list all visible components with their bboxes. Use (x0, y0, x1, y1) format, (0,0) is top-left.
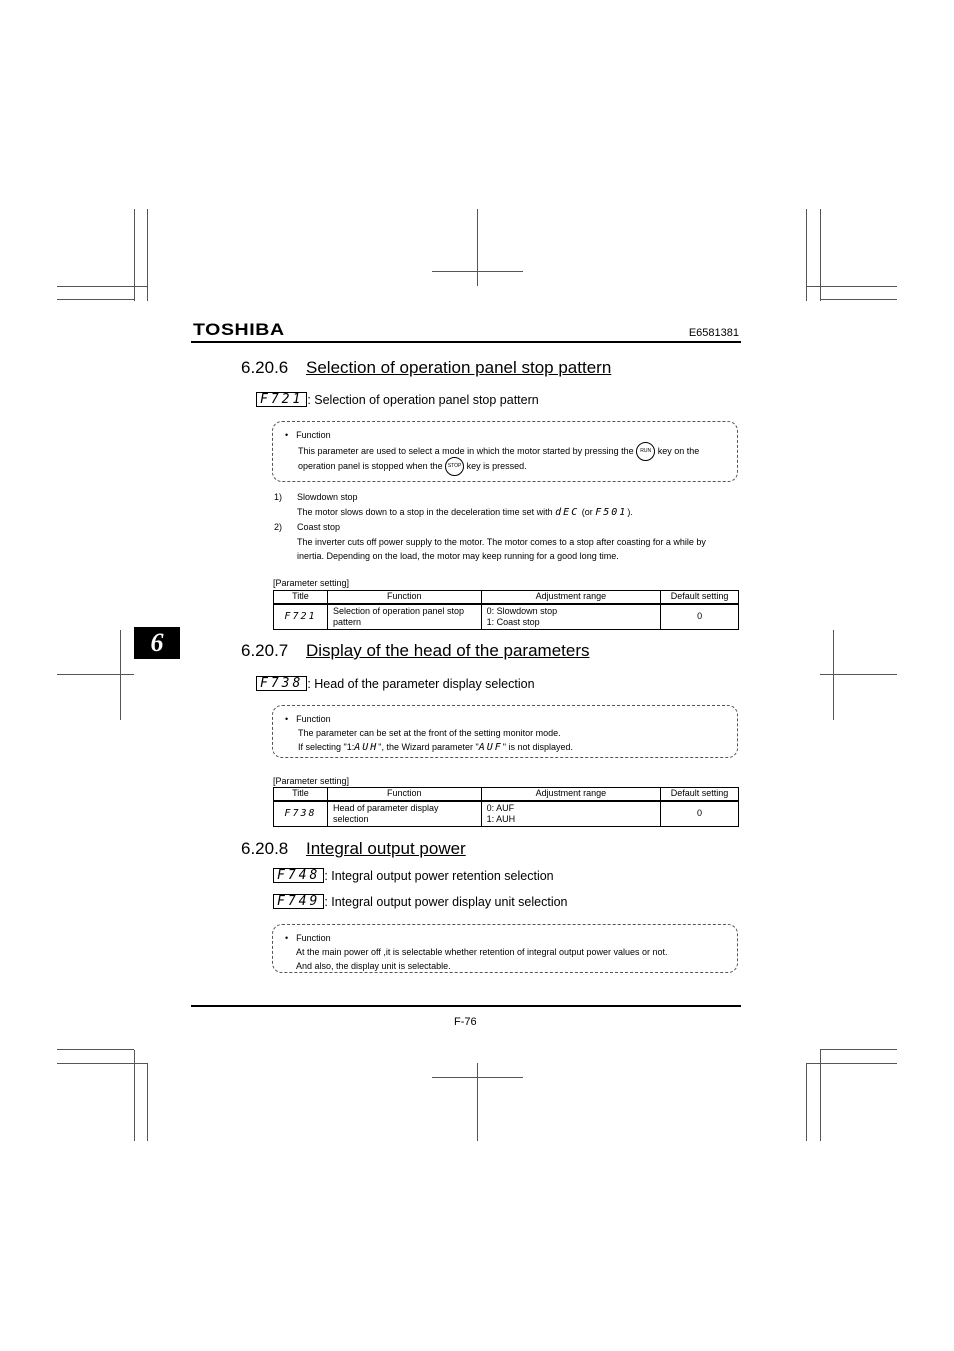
parameter-code: F748 (273, 868, 324, 883)
parameter-code: F721 (256, 392, 307, 407)
parameter-code: F501 (595, 506, 628, 518)
table-cell: 0 (661, 604, 739, 630)
parameter-line (256, 676, 535, 691)
crop-mark (820, 209, 821, 301)
parameter-setting-label: [Parameter setting] (273, 776, 350, 786)
parameter-code: F721 (284, 611, 317, 622)
list-item-text: The motor slows down to a stop in the deceleration time set with dEC (or F501). (297, 506, 633, 518)
table-cell: Selection of operation panel stop pattern (327, 604, 481, 630)
function-text: This parameter are used to select a mode in which the motor started by pressing the RUN key on the (285, 442, 727, 461)
toshiba-logo: TOSHIBA (193, 320, 285, 339)
parameter-code: F749 (273, 894, 324, 909)
function-text: The parameter can be set at the front of the setting monitor mode. (298, 728, 561, 738)
crop-mark (806, 1063, 807, 1141)
parameter-label: : Head of the parameter display selection (307, 676, 535, 691)
parameter-table (273, 590, 739, 630)
list-item-text: The inverter cuts off power supply to the motor. The motor comes to a stop after coasting for a while by (297, 536, 706, 547)
footer-rule (191, 1005, 741, 1007)
function-heading: Function (296, 430, 331, 440)
function-box: • Function This parameter are used to select a mode in which the motor started by pressing the RUN key on the operation panel is stopped when the STOP key is pressed. (272, 421, 738, 482)
column-header: Default setting (661, 591, 739, 604)
list-item: 1) Slowdown stop (274, 492, 358, 502)
table-cell: 0: AUF 1: AUH (481, 801, 661, 827)
run-key-icon: RUN (636, 442, 655, 461)
function-text: At the main power off ,it is selectable whether retention of integral output power values or not. (296, 947, 668, 957)
parameter-code: AUH (354, 742, 379, 753)
parameter-code: AUF (478, 742, 503, 753)
table-cell: 0 (661, 801, 739, 827)
parameter-label: : Integral output power display unit selection (324, 894, 568, 909)
table-cell: Head of parameter display selection (327, 801, 481, 827)
section-heading (241, 358, 611, 378)
crop-mark (57, 299, 134, 300)
crop-mark (134, 209, 135, 301)
parameter-label: : Selection of operation panel stop pattern (307, 392, 539, 407)
function-text: operation panel is stopped when the STOP key is pressed. (285, 457, 727, 476)
function-text: And also, the display unit is selectable. (296, 961, 451, 971)
crop-mark (477, 209, 478, 286)
crop-mark (477, 1063, 478, 1141)
column-header: Adjustment range (481, 591, 661, 604)
section-title: Selection of operation panel stop pattern (306, 358, 612, 377)
parameter-line (273, 894, 568, 909)
column-header: Title (274, 591, 328, 604)
crop-mark (820, 299, 897, 300)
function-heading: Function (296, 933, 331, 943)
column-header: Adjustment range (481, 788, 661, 801)
parameter-label: : Integral output power retention selection (324, 868, 554, 883)
crop-mark (57, 286, 147, 287)
table-cell: 0: Slowdown stop 1: Coast stop (481, 604, 661, 630)
parameter-code: F738 (256, 676, 307, 691)
crop-mark (820, 674, 897, 675)
section-title: Display of the head of the parameters (306, 641, 590, 660)
parameter-code: F738 (284, 808, 317, 819)
column-header: Default setting (661, 788, 739, 801)
column-header: Title (274, 788, 328, 801)
parameter-line (256, 392, 539, 407)
list-item: 2) Coast stop (274, 522, 341, 532)
crop-mark (432, 271, 523, 272)
crop-mark (833, 630, 834, 720)
section-heading (241, 839, 466, 859)
function-box: • Function At the main power off ,it is selectable whether retention of integral output power values or not. And also, the display unit is selectable. (272, 924, 738, 973)
section-number: 6.20.6 (241, 358, 289, 377)
page-number: F-76 (454, 1016, 477, 1028)
column-header: Function (327, 591, 481, 604)
section-number: 6.20.7 (241, 641, 289, 660)
table-row (274, 801, 739, 827)
crop-mark (57, 1063, 147, 1064)
function-text: If selecting "1:AUH", the Wizard parameter "AUF" is not displayed. (298, 742, 574, 753)
section-title: Integral output power (306, 839, 466, 858)
list-item-text: inertia. Depending on the load, the motor may keep running for a good long time. (297, 551, 619, 561)
function-heading: Function (296, 714, 331, 724)
crop-mark (806, 1063, 897, 1064)
crop-mark (147, 209, 148, 301)
parameter-setting-label: [Parameter setting] (273, 578, 350, 588)
header-rule (191, 341, 741, 343)
crop-mark (806, 286, 897, 287)
parameter-line (273, 868, 554, 883)
crop-mark (147, 1063, 148, 1141)
parameter-code: dEC (555, 506, 580, 518)
parameter-table (273, 787, 739, 827)
crop-mark (57, 674, 134, 675)
crop-mark (120, 630, 121, 720)
stop-key-icon: STOP (445, 457, 464, 476)
function-box: • Function The parameter can be set at the front of the setting monitor mode. If selecting "1:AUH", the Wizard parameter "AUF" is not displayed. (272, 705, 738, 758)
chapter-tab: 6 (134, 627, 180, 659)
section-number: 6.20.8 (241, 839, 289, 858)
column-header: Function (327, 788, 481, 801)
table-row (274, 604, 739, 630)
crop-mark (820, 1049, 897, 1050)
section-heading (241, 641, 590, 661)
crop-mark (432, 1077, 523, 1078)
stop-pattern-list (274, 490, 706, 564)
document-number: E6581381 (688, 327, 739, 339)
crop-mark (57, 1049, 134, 1050)
crop-mark (806, 209, 807, 301)
